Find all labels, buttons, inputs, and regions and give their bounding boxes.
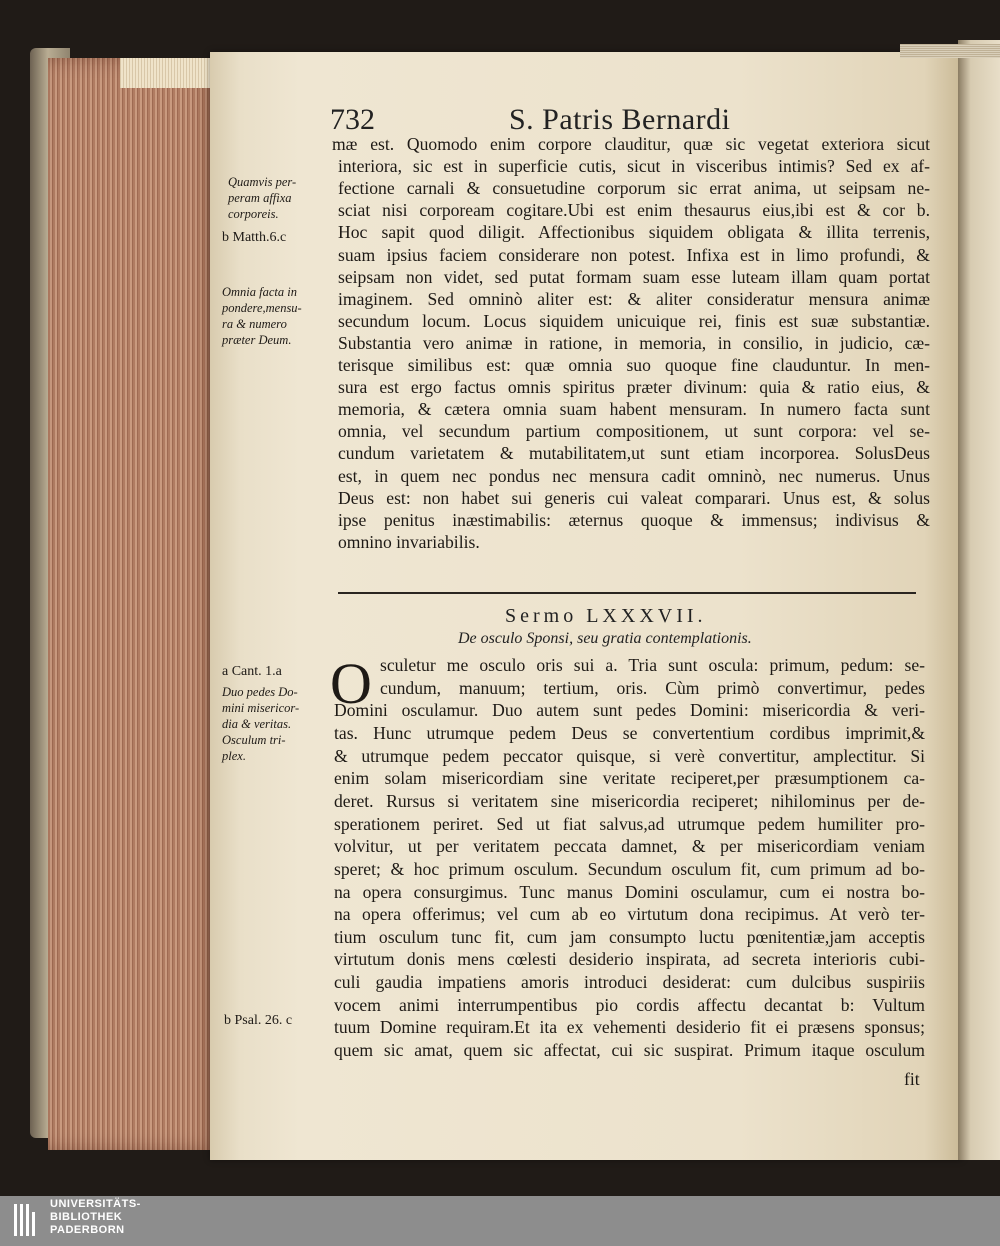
body-line: seipsam non videt, sed putat formam suam esse luteam illam quam portat (338, 266, 930, 287)
sermon-line: volvitur, ut per veritatem peccata damnet, & per misericordiam veniam (334, 836, 925, 857)
facing-page-edge (958, 40, 1000, 1160)
body-line: secundum locum. Locus siquidem unicuique rei, finis est suæ substantiæ. (338, 310, 930, 331)
body-line: ipse penitus inæstimabilis: æternus quoque & immensus; indivisus & (338, 509, 930, 530)
body-line: sciat nisi corpoream cogitare.Ubi est enim thesaurus eius,ibi est & cor b. (338, 200, 930, 221)
body-line: omnino invariabilis. (338, 531, 480, 552)
sermon-line: vocem animi interrumpentibus pio cordis affectu decantat b: Vultum (334, 994, 925, 1015)
body-line: mæ est. Quomodo enim corpore clauditur, quæ sic vegetat exteriora sicut (332, 134, 930, 154)
body-line: sura est ergo factus omnis spiritus præter divinum: quia & ratio eius, & (338, 377, 930, 398)
page-fore-edge (48, 58, 218, 1150)
body-line: cundum varietatem & mutabilitatem,ut sunt etiam incorporea. SolusDeus (338, 443, 930, 464)
body-line: Substantia vero animæ in ratione, in memoria, in consilio, in judicio, cæ- (338, 332, 930, 353)
body-line: fectione carnali & consuetudine corporum sic errat anima, ut seipsam ne- (338, 178, 930, 199)
body-line: Deus est: non habet sui generis cui valeat comparari. Unus est, & solus (338, 487, 930, 508)
sermon-line: tuum Domine requiram.Et ita ex vehementi desiderio fit ei præsens sponsus; (334, 1017, 925, 1038)
library-logo-icon (12, 1200, 40, 1240)
sermon-line: & utrumque pedem peccator quisque, si verè convertitur, amplectitur. Si (334, 745, 925, 766)
margin-note-quamvis: Quamvis per- peram affixa corporeis. (228, 175, 297, 221)
body-line: interiora, sic est in superficie cutis, sicut in visceribus intimis? Sed ex af- (338, 156, 930, 177)
running-head: S. Patris Bernardi (509, 103, 731, 136)
sermon-line: culi gaudia impatiens amoris introduci desiderat: cum dulcibus suspiriis (334, 972, 925, 993)
sermon-line: sculetur me osculo oris sui a. Tria sunt oscula: primum, pedum: se- (380, 655, 925, 675)
sermon-line: enim solam misericordiam sine veritate reciperet,per præsumptionem ca- (334, 768, 925, 789)
sermon-line: tas. Hunc utrumque pedem Deus se convertentium cordibus imprimit,& (334, 722, 925, 743)
margin-note-matth: b Matth.6.c (222, 230, 287, 245)
section-rule (338, 592, 916, 594)
margin-note-omnia: Omnia facta in pondere,mensu- ra & numero præter Deum. (222, 285, 302, 347)
body-line: imaginem. Sed omninò aliter est: & aliter consideratur mensura animæ (338, 288, 930, 309)
body-line: terisque similibus est: quæ omnia suo quoque fine clauduntur. In men- (338, 355, 930, 375)
margin-note-cant: a Cant. 1.a (222, 664, 282, 679)
sermon-line: deret. Rursus si veritatem sine misericordia reciperet; nihilominus per de- (334, 790, 925, 811)
margin-note-psal: b Psal. 26. c (224, 1013, 293, 1028)
sermon-line: speret; & hoc primum osculum. Secundum osculum fit, cum primum ad bo- (334, 858, 925, 879)
library-name: UNIVERSITÄTS- BIBLIOTHEK PADERBORN (50, 1198, 141, 1236)
body-line: Hoc sapit quod diligit. Affectionibus siquidem obligata & illita terrenis, (338, 222, 930, 243)
sermon-line: na opera offerimus; vel cum ab eo virtutum dona recipimus. At verò ter- (334, 904, 925, 925)
catchword: fit (904, 1069, 920, 1089)
body-line: est, in quem nec pondus nec mensura cadit omninò, nec numerus. Unus (338, 465, 930, 486)
sermon-line: tium osculum tunc fit, cum jam consumpto luctu pœnitentiæ,jam acceptis (334, 926, 925, 947)
sermon-line: na opera consurgimus. Tunc manus Domini osculamur, cum ei nostra bo- (334, 881, 925, 902)
facing-page-stack (900, 44, 1000, 58)
sermon-title: Sermo LXXXVII. (505, 605, 707, 627)
page-number: 732 (330, 103, 375, 136)
page-stack-top (120, 58, 220, 88)
sermon-line: quem sic amat, quem sic affectat, cui sic suspirat. Primum itaque osculum (334, 1040, 925, 1061)
sermon-line: virtutum donis mens cœlesti desiderio inspirata, ad secreta interioris cubi- (334, 949, 925, 970)
margin-note-duo-pedes: Duo pedes Do- mini misericor- dia & veritas. Osculum tri- plex. (222, 685, 300, 763)
sermon-line: Domini osculamur. Duo autem sunt pedes Domini: misericordia & veri- (334, 700, 925, 721)
drop-cap: O (330, 651, 372, 716)
body-line: suam ipsius faciem considerare non potest. Infixa est in limo profundi, & (338, 244, 930, 265)
body-line: memoria, & cætera omnia suam habent mensuram. In numero facta sunt (338, 399, 930, 420)
sermon-line: cundum, manuum; tertium, oris. Cùm primò convertimur, pedes (380, 677, 925, 698)
sermon-line: sperationem periret. Sed ut fiat salvus,ad utrumque pedem humiliter pro- (334, 813, 925, 834)
body-line: omnia, vel secundum partium compositionem, ut sunt corpora: vel se- (338, 421, 930, 442)
sermon-subtitle: De osculo Sponsi, seu gratia contemplationis. (458, 630, 752, 647)
footer-bar (0, 1196, 1000, 1246)
